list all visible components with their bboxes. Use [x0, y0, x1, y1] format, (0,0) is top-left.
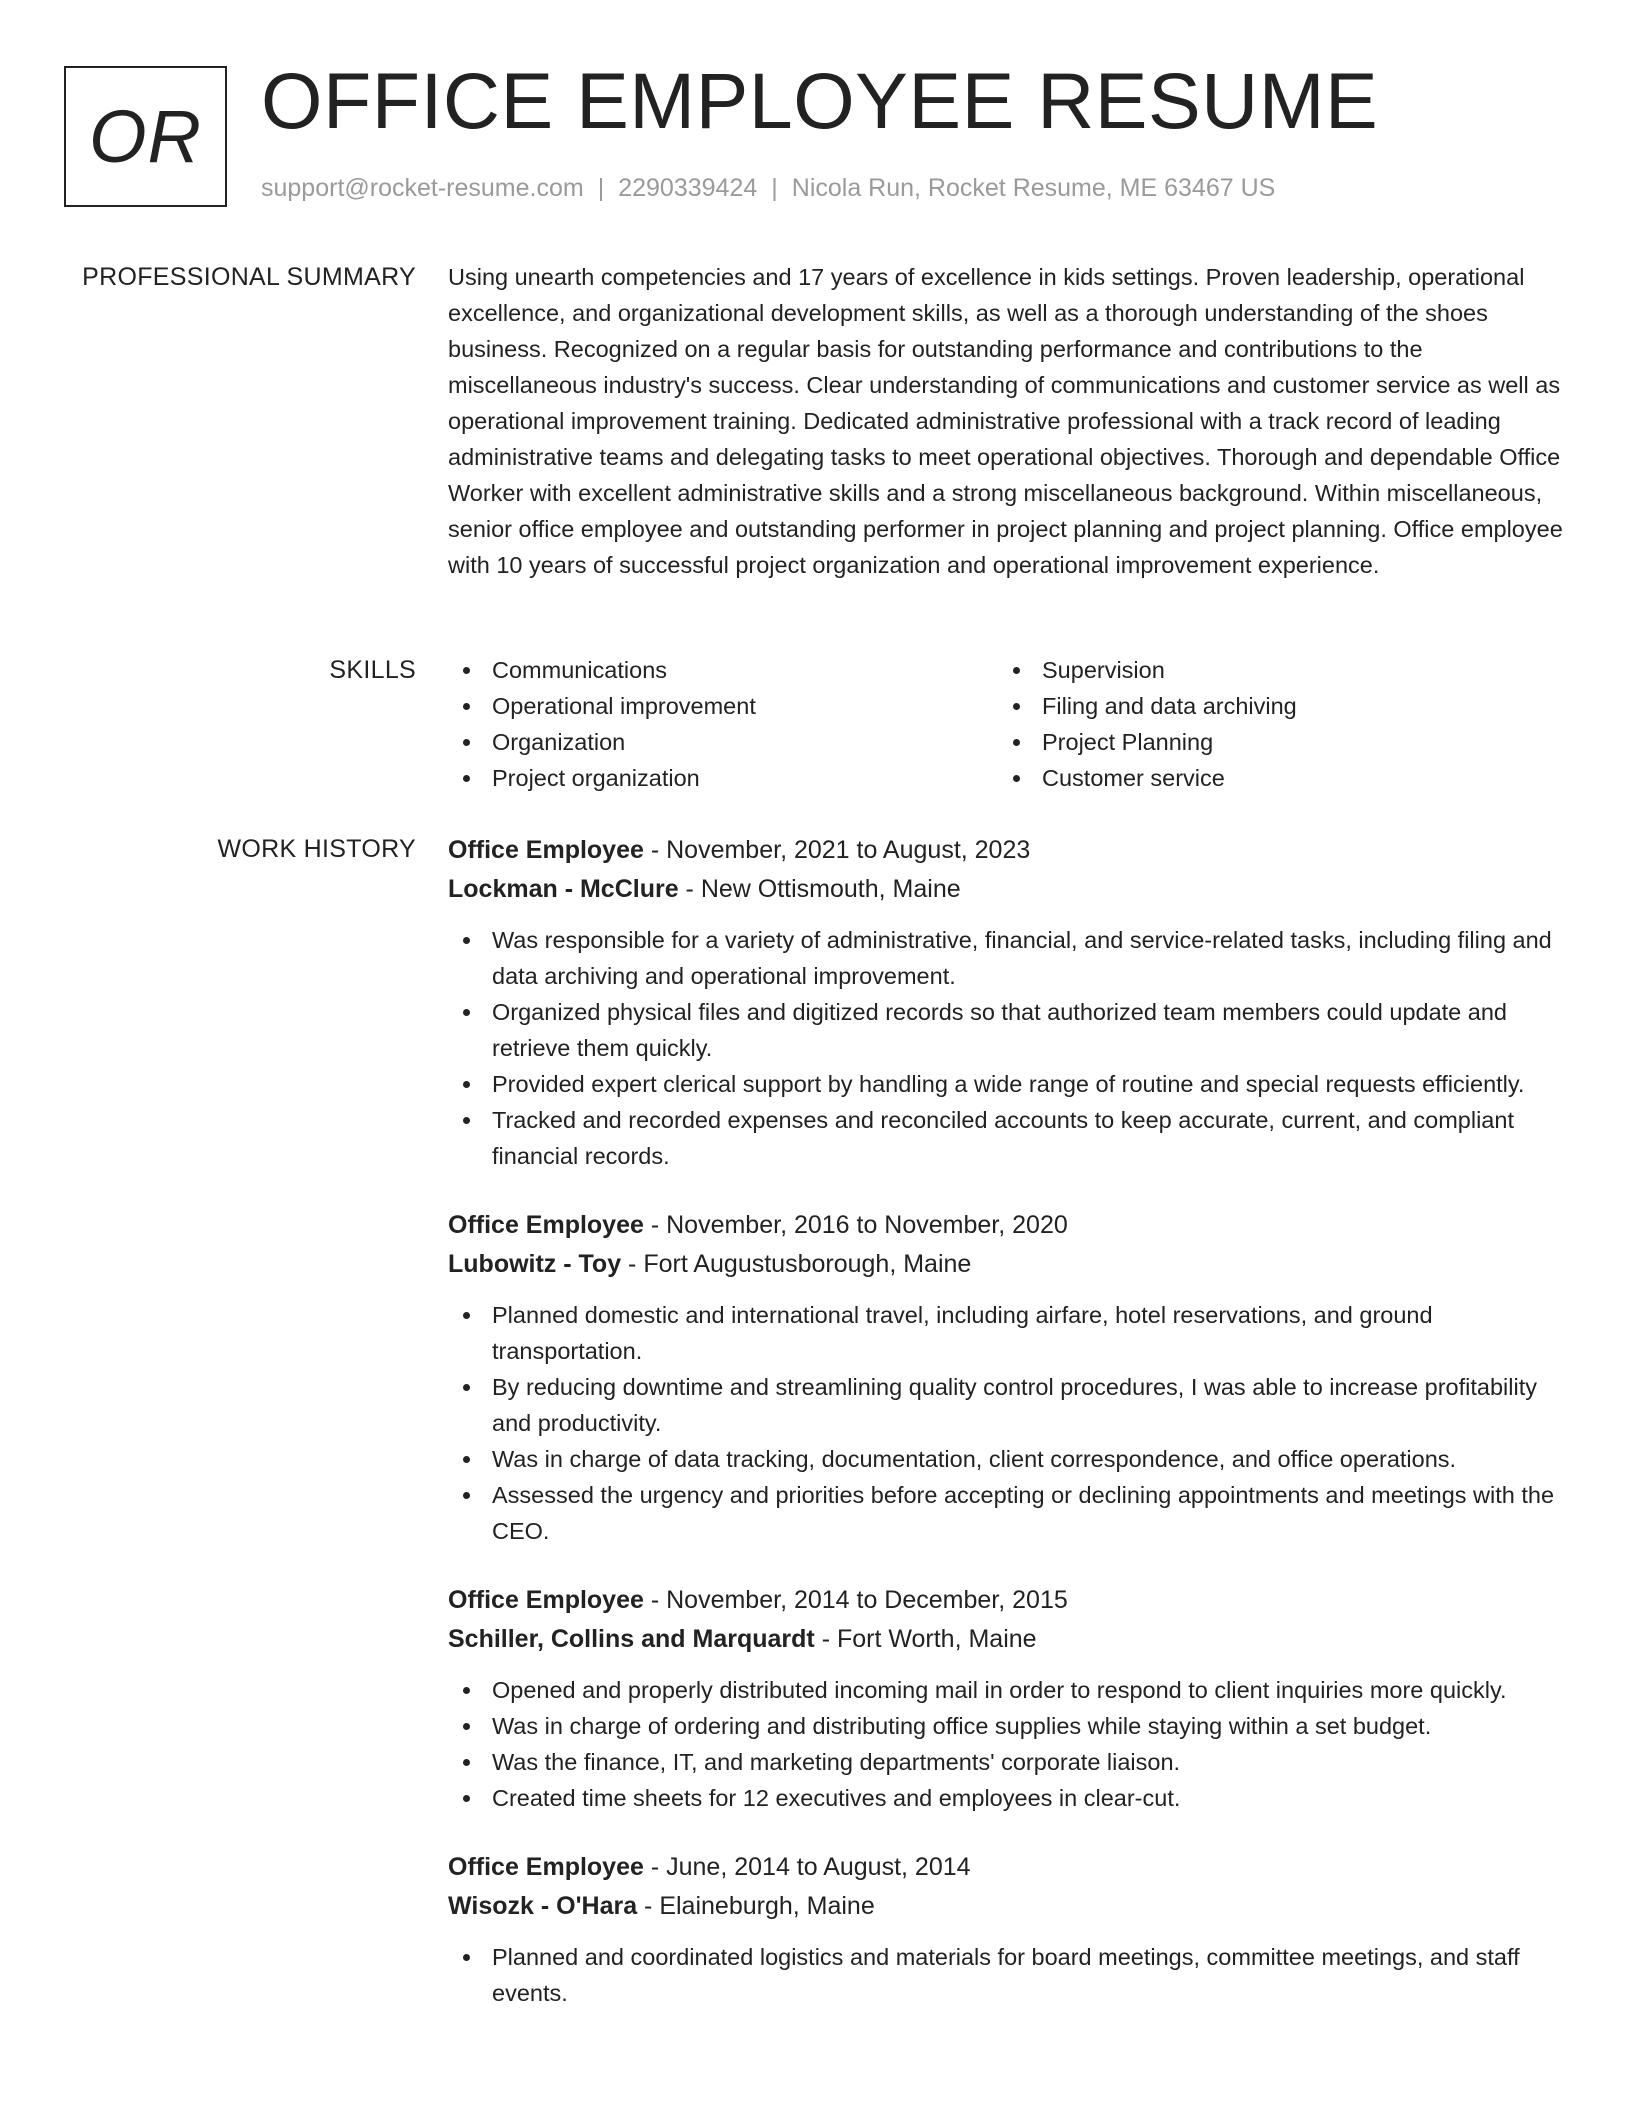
job-duty: Provided expert clerical support by handling a wide range of routine and special requests efficiently. [448, 1066, 1568, 1102]
job-company-line [448, 1245, 1568, 1284]
job-title: Office Employee [448, 1853, 644, 1881]
job-duties [448, 1939, 1568, 2011]
job-dates: - June, 2014 to August, 2014 [643, 1853, 971, 1881]
contact-separator: | [771, 174, 778, 202]
skills-list [448, 652, 998, 796]
job-title-line [448, 1206, 1568, 1245]
skill-item: Filing and data archiving [998, 688, 1548, 724]
job-entry [448, 831, 1568, 1174]
contact-separator: | [597, 174, 605, 202]
job-duty: Opened and properly distributed incoming mail in order to respond to client inquiries more quickly. [448, 1672, 1568, 1708]
skill-item: Customer service [998, 760, 1548, 796]
job-company: Lockman - McClure [448, 875, 679, 903]
job-entry [448, 1848, 1568, 2011]
job-duty: Planned and coordinated logistics and materials for board meetings, committee meetings, and staff events. [448, 1939, 1568, 2011]
skills-body [448, 652, 1568, 796]
job-title: Office Employee [448, 836, 644, 864]
job-location: - Fort Worth, Maine [814, 1625, 1037, 1653]
skill-item: Supervision [998, 652, 1548, 688]
job-title: Office Employee [448, 1211, 644, 1239]
job-duty: Was in charge of ordering and distributing office supplies while staying within a set budget. [448, 1708, 1568, 1744]
job-dates: - November, 2016 to November, 2020 [643, 1211, 1068, 1239]
job-duty: Was in charge of data tracking, documentation, client correspondence, and office operations. [448, 1441, 1568, 1477]
job-location: - New Ottismouth, Maine [678, 875, 961, 903]
skill-item: Operational improvement [448, 688, 998, 724]
skills-column-right [998, 652, 1548, 796]
skill-item: Project organization [448, 760, 998, 796]
skills-grid [448, 652, 1568, 796]
job-duty: Organized physical files and digitized records so that authorized team members could update and retrieve them quickly. [448, 994, 1568, 1066]
contact-line [261, 174, 1275, 203]
job-duties [448, 1672, 1568, 1816]
job-company: Schiller, Collins and Marquardt [448, 1625, 815, 1653]
summary-label: PROFESSIONAL SUMMARY [82, 263, 416, 291]
skills-column-left [448, 652, 998, 796]
job-duty: Planned domestic and international travel, including airfare, hotel reservations, and ground transportation. [448, 1297, 1568, 1369]
resume-title: OFFICE EMPLOYEE RESUME [261, 56, 1379, 145]
summary-text: Using unearth competencies and 17 years of excellence in kids settings. Proven leadership, operational excellence, and organizational development skills, as well as a thorough understanding of the shoes business. Recognized on a regular basis for outstanding performance and contributions to the miscellaneous industry's success. Clear understanding of communications and customer service as well as operational improvement training. Dedicated administrative professional with a track record of leading administrative teams and delegating tasks to meet operational objectives. Thorough and dependable Office Worker with excellent administrative skills and a strong miscellaneous background. Within miscellaneous, senior office employee and outstanding performer in project planning and project planning. Office employee with 10 years of successful project organization and operational improvement experience. [448, 264, 1563, 578]
job-dates: - November, 2014 to December, 2015 [643, 1586, 1068, 1614]
job-duty: By reducing downtime and streamlining quality control procedures, I was able to increase profitability and productivity. [448, 1369, 1568, 1441]
work-history-label: WORK HISTORY [217, 835, 416, 863]
job-company: Lubowitz - Toy [448, 1250, 622, 1278]
job-duty: Assessed the urgency and priorities before accepting or declining appointments and meetings with the CEO. [448, 1477, 1568, 1549]
job-duties [448, 922, 1568, 1174]
contact-address: Nicola Run, Rocket Resume, ME 63467 US [791, 174, 1276, 202]
job-duty: Was responsible for a variety of administrative, financial, and service-related tasks, including filing and data archiving and operational improvement. [448, 922, 1568, 994]
job-company-line [448, 1620, 1568, 1659]
job-location: - Elaineburgh, Maine [637, 1892, 875, 1920]
job-duty: Was the finance, IT, and marketing departments' corporate liaison. [448, 1744, 1568, 1780]
job-title-line [448, 831, 1568, 870]
skills-label: SKILLS [329, 656, 416, 684]
work-history-body [448, 831, 1568, 2043]
job-entry [448, 1581, 1568, 1816]
skill-item: Communications [448, 652, 998, 688]
job-duty: Tracked and recorded expenses and reconciled accounts to keep accurate, current, and compliant financial records. [448, 1102, 1568, 1174]
contact-phone[interactable]: 2290339424 [618, 174, 758, 202]
skills-list [998, 652, 1548, 796]
job-title-line [448, 1581, 1568, 1620]
job-dates: - November, 2021 to August, 2023 [643, 836, 1031, 864]
monogram: OR [64, 66, 227, 207]
job-duty: Created time sheets for 12 executives and employees in clear-cut. [448, 1780, 1568, 1816]
job-entry [448, 1206, 1568, 1549]
job-company-line [448, 1887, 1568, 1926]
job-title: Office Employee [448, 1586, 644, 1614]
skill-item: Organization [448, 724, 998, 760]
job-location: - Fort Augustusborough, Maine [621, 1250, 972, 1278]
job-company-line [448, 870, 1568, 909]
job-title-line [448, 1848, 1568, 1887]
job-company: Wisozk - O'Hara [448, 1892, 638, 1920]
job-duties [448, 1297, 1568, 1549]
skill-item: Project Planning [998, 724, 1548, 760]
contact-email[interactable]: support@rocket-resume.com [261, 174, 584, 202]
